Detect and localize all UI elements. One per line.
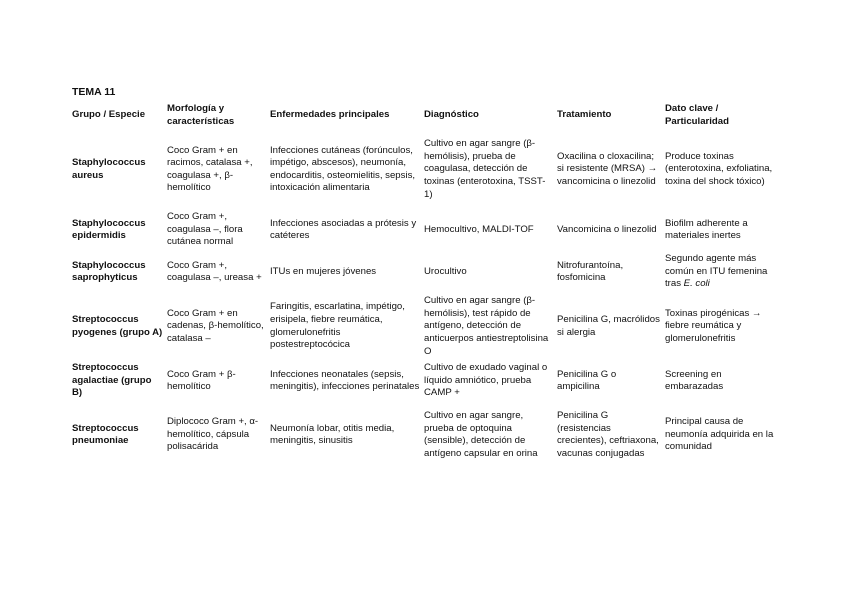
table-row [70, 360, 776, 402]
column-header: Dato clave / Particularidad [665, 103, 729, 127]
species-cell: Streptococcus pyogenes (grupo A) [72, 314, 163, 338]
column-header: Grupo / Especie [72, 109, 146, 121]
key-fact-italic: E. coli [683, 278, 710, 290]
column-header: Diagnóstico [424, 109, 479, 121]
diagnosis-cell: Cultivo en agar sangre (β-hemólisis), test rápido de antígeno, detección de anticuerpos antiestreptolisina O [424, 295, 549, 357]
diagnosis-cell: Urocultivo [424, 265, 467, 277]
diagnosis-cell: Cultivo de exudado vaginal o líquido amniótico, prueba CAMP + [424, 362, 548, 399]
treatment-cell: Oxacilina o cloxacilina; si resistente (MRSA) → vancomicina o linezolid [557, 150, 658, 187]
column-header: Enfermedades principales [270, 109, 390, 121]
key-fact-cell: Produce toxinas (enterotoxina, exfoliatina, toxina del shock tóxico) [665, 150, 773, 187]
column-header: Morfología y características [167, 103, 235, 127]
diseases-cell: Infecciones neonatales (sepsis, meningitis), infecciones perinatales [270, 368, 420, 393]
treatment-cell: Penicilina G o ampicilina [557, 368, 617, 393]
table-row [70, 293, 776, 360]
species-cell: Staphylococcus saprophyticus [72, 259, 146, 284]
diagnosis-cell: Cultivo en agar sangre (β-hemólisis), prueba de coagulasa, detección de toxinas (enterotoxina, TSST-1) [424, 138, 546, 200]
diagnosis-cell: Hemocultivo, MALDI-TOF [424, 223, 534, 235]
morphology-cell: Coco Gram +, coagulasa –, ureasa + [167, 259, 262, 284]
treatment-cell: Nitrofurantoína, fosfomicina [557, 259, 624, 284]
species-cell: Streptococcus agalactiae (grupo B) [72, 362, 152, 399]
treatment-cell: Penicilina G (resistencias crecientes), ceftriaxona, vacunas conjugadas [557, 409, 659, 459]
key-fact-cell: Toxinas pirogénicas → fiebre reumática y glomerulonefritis [665, 307, 762, 344]
species-cell: Staphylococcus epidermidis [72, 217, 146, 242]
morphology-cell: Coco Gram + β-hemolítico [167, 368, 236, 393]
table-header-row [70, 101, 776, 130]
key-fact-cell: Screening en embarazadas [665, 368, 724, 393]
treatment-cell: Penicilina G, macrólidos si alergia [557, 314, 660, 338]
diseases-cell: Neumonía lobar, otitis media, meningitis, sinusitis [270, 422, 395, 447]
diseases-cell: Faringitis, escarlatina, impétigo, erisipela, fiebre reumática, glomerulonefritis postestreptocócica [270, 301, 405, 351]
column-header: Tratamiento [557, 109, 612, 121]
diseases-cell: ITUs en mujeres jóvenes [270, 265, 377, 277]
morphology-cell: Diplococo Gram +, α-hemolítico, cápsula polisacárida [167, 416, 259, 453]
diseases-cell: Infecciones asociadas a prótesis y catéteres [270, 217, 417, 242]
species-cell: Streptococcus pneumoniae [72, 422, 139, 447]
diseases-cell: Infecciones cutáneas (forúnculos, impétigo, abscesos), neumonía, endocarditis, osteomielitis, sepsis, intoxicación alimentaria [270, 144, 416, 194]
table-row [70, 130, 776, 209]
diagnosis-cell: Cultivo en agar sangre, prueba de optoquina (sensible), detección de antígeno capsular en orina [424, 409, 538, 459]
morphology-cell: Coco Gram +, coagulasa –, flora cutánea normal [167, 211, 243, 248]
key-fact-cell: Principal causa de neumonía adquirida en la comunidad [665, 416, 774, 453]
key-fact-cell: Biofilm adherente a materiales inertes [665, 217, 748, 242]
species-cell: Staphylococcus aureus [72, 157, 146, 181]
table-row [70, 251, 776, 293]
page-title: TEMA 11 [72, 86, 116, 98]
morphology-cell: Coco Gram + en cadenas, β-hemolítico, catalasa – [167, 307, 264, 344]
key-fact-cell [663, 251, 776, 293]
key-fact-text: Segundo agente más común en ITU femenina tras [665, 253, 768, 290]
treatment-cell: Vancomicina o linezolid [557, 223, 657, 235]
morphology-cell: Coco Gram + en racimos, catalasa +, coagulasa +, β-hemolítico [167, 144, 253, 194]
bacteria-table [70, 101, 776, 468]
table-row [70, 402, 776, 468]
table-row [70, 209, 776, 251]
